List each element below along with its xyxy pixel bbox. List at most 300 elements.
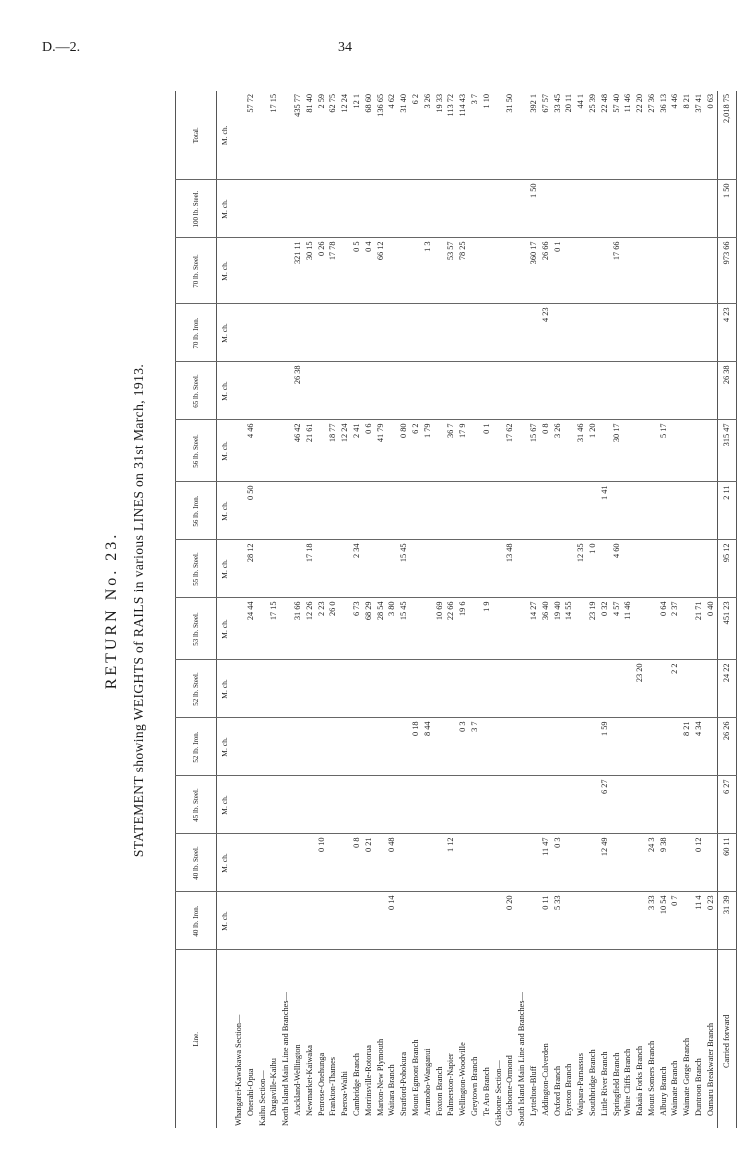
value-cell: 24 44 [245,598,257,660]
value-cell: 973 66 [717,238,736,304]
value-cell: 24 22 [717,660,736,718]
value-cell [280,362,292,420]
value-cell [363,776,375,834]
value-cell [611,834,623,892]
value-cell [540,540,552,598]
value-cell [339,238,351,304]
value-cell [316,540,328,598]
value-cell: 435 77 [292,91,304,180]
value-cell [363,482,375,540]
value-cell [646,540,658,598]
value-cell [410,834,422,892]
value-cell [469,420,481,482]
value-cell [445,180,457,238]
value-cell [339,776,351,834]
value-cell [339,834,351,892]
value-cell [528,482,540,540]
value-cell [363,362,375,420]
value-cell: 114 43 [457,91,469,180]
value-cell: 0 64 [658,598,670,660]
value-cell: 0 48 [386,834,398,892]
value-cell [681,540,693,598]
value-cell: 1 50 [717,180,736,238]
value-cell [611,892,623,950]
value-cell: 0 14 [386,892,398,950]
title-block [95,93,165,1128]
value-cell [622,776,634,834]
value-cell [469,776,481,834]
value-cell [599,420,611,482]
value-cell: 1 12 [445,834,457,892]
value-cell [434,718,446,776]
value-cell [457,180,469,238]
line-name-cell: Morrinsville-Rotorua [363,1045,373,1116]
value-cell [304,834,316,892]
value-cell [563,304,575,362]
value-cell [257,180,269,238]
value-cell: 17 62 [504,420,516,482]
value-cell: 26 26 [717,718,736,776]
value-cell [280,598,292,660]
value-cell [316,362,328,420]
value-cell [669,718,681,776]
value-cell: 392 1 [528,91,540,180]
value-cell [669,420,681,482]
value-cell [351,180,363,238]
value-cell [339,718,351,776]
value-cell [292,660,304,718]
value-cell [587,238,599,304]
value-cell [646,180,658,238]
value-cell [516,91,528,180]
value-cell: 2 23 [316,598,328,660]
value-cell: 17 15 [268,91,280,180]
value-cell [587,892,599,950]
value-cell [575,776,587,834]
value-cell [481,540,493,598]
value-cell: 0 23 [705,892,717,950]
line-name-cell: South Island Main Line and Branches— [517,992,527,1126]
table-row [575,91,587,1128]
value-cell [292,540,304,598]
carried-forward-row [717,91,736,1128]
value-cell: 2,018 75 [717,91,736,180]
value-cell [422,892,434,950]
value-cell [398,180,410,238]
value-cell [516,238,528,304]
value-cell [410,304,422,362]
value-cell [434,482,446,540]
value-cell [327,362,339,420]
table-row [351,91,363,1128]
value-cell [351,660,363,718]
value-cell: 60 11 [717,834,736,892]
value-cell [445,362,457,420]
line-name-cell: Kaihu Section— [257,1070,267,1126]
value-cell [257,540,269,598]
value-cell [434,834,446,892]
value-cell [457,834,469,892]
value-cell: 62 75 [327,91,339,180]
value-cell [457,482,469,540]
value-cell [646,660,658,718]
value-cell [681,180,693,238]
value-cell [304,718,316,776]
value-cell [646,238,658,304]
value-cell [622,540,634,598]
value-cell: 2 2 [669,660,681,718]
value-cell: 14 27 [528,598,540,660]
value-cell: 6 2 [410,91,422,180]
value-cell [268,420,280,482]
value-cell [257,718,269,776]
table-row [316,91,328,1128]
value-cell [575,180,587,238]
value-cell [575,238,587,304]
value-cell: 12 24 [339,91,351,180]
value-cell [516,362,528,420]
value-cell: 0 4 [363,238,375,304]
table-row [646,91,658,1128]
value-cell [646,718,658,776]
value-cell [280,776,292,834]
value-cell [681,304,693,362]
value-cell [280,718,292,776]
value-cell [611,362,623,420]
line-name-cell: Penrose-Onehunga [316,1052,326,1116]
value-cell [693,420,705,482]
value-cell [327,660,339,718]
value-cell: 1 20 [587,420,599,482]
value-cell [705,482,717,540]
value-cell: 46 42 [292,420,304,482]
value-cell [304,304,316,362]
value-cell: 12 1 [351,91,363,180]
value-cell: 12 24 [339,420,351,482]
value-cell [634,180,646,238]
value-cell [552,482,564,540]
value-cell [457,892,469,950]
value-cell [457,304,469,362]
value-cell [245,892,257,950]
value-cell [339,598,351,660]
value-cell [681,238,693,304]
value-cell [280,304,292,362]
line-name-cell: Marton-New Plymouth [375,1038,385,1116]
value-cell: 451 23 [717,598,736,660]
line-name-cell: Duntroon Branch [694,1058,704,1116]
value-cell: 6 2 [410,420,422,482]
value-cell: 17 66 [611,238,623,304]
value-cell [658,660,670,718]
value-cell [469,540,481,598]
table-row [375,91,387,1128]
value-cell: 8 21 [681,718,693,776]
value-cell [351,482,363,540]
unit-cell: M. ch. [217,598,234,660]
value-cell [705,540,717,598]
value-cell [233,776,245,834]
value-cell [398,776,410,834]
line-name-cell: Gisborne Section— [493,1060,503,1126]
value-cell [410,238,422,304]
value-cell [693,180,705,238]
value-cell: 6 27 [599,776,611,834]
section-row [516,91,528,1128]
value-cell: 4 23 [540,304,552,362]
line-name-cell: Waimate Gorge Branch [682,1038,692,1116]
value-cell [705,238,717,304]
value-cell: 11 46 [622,91,634,180]
value-cell: 4 62 [386,91,398,180]
line-name-cell: Springfield Branch [611,1052,621,1116]
value-cell [257,420,269,482]
value-cell: 0 32 [599,598,611,660]
value-cell: 30 15 [304,238,316,304]
line-name-cell: Whangarei-Kawakawa Section— [234,1014,243,1126]
value-cell: 113 72 [445,91,457,180]
value-cell: 0 3 [552,834,564,892]
value-cell [233,304,245,362]
value-cell [669,540,681,598]
column-header: 56 lb. Iron. [176,482,217,540]
value-cell: 4 60 [611,540,623,598]
line-name-cell: Addington-Culverden [540,1043,550,1116]
value-cell [268,892,280,950]
value-cell [280,660,292,718]
value-cell [587,718,599,776]
value-cell [493,180,505,238]
value-cell: 1 79 [422,420,434,482]
value-cell [552,540,564,598]
value-cell: 11 46 [622,598,634,660]
value-cell [634,598,646,660]
value-cell [587,304,599,362]
value-cell [516,660,528,718]
value-cell: 4 34 [693,718,705,776]
value-cell [327,482,339,540]
unit-cell: M. ch. [217,238,234,304]
value-cell [233,834,245,892]
value-cell [493,892,505,950]
table-row [292,91,304,1128]
value-cell [646,776,658,834]
value-cell [375,304,387,362]
value-cell: 321 11 [292,238,304,304]
value-cell [233,420,245,482]
value-cell [434,180,446,238]
unit-cell: M. ch. [217,180,234,238]
value-cell [434,776,446,834]
value-cell: 0 5 [351,238,363,304]
value-cell [233,238,245,304]
line-name-cell: Waipara-Parnassus [576,1053,586,1116]
value-cell: 19 33 [434,91,446,180]
value-cell [599,238,611,304]
section-row [493,91,505,1128]
value-cell [563,420,575,482]
value-cell: 67 57 [540,91,552,180]
value-cell: 4 46 [669,91,681,180]
value-cell [493,420,505,482]
value-cell [469,482,481,540]
value-cell [469,238,481,304]
value-cell [705,834,717,892]
value-cell [292,180,304,238]
value-cell: 0 12 [693,834,705,892]
value-cell: 78 25 [457,238,469,304]
unit-cell: M. ch. [217,660,234,718]
value-cell: 20 11 [563,91,575,180]
value-cell [233,482,245,540]
value-cell [233,892,245,950]
value-cell [457,660,469,718]
column-header: 65 lb. Steel. [176,362,217,420]
value-cell [304,660,316,718]
value-cell [493,482,505,540]
value-cell: 36 40 [540,598,552,660]
value-cell [410,482,422,540]
value-cell: 12 49 [599,834,611,892]
value-cell: 0 3 [457,718,469,776]
line-name-cell: North Island Main Line and Branches— [281,992,291,1126]
value-cell [705,776,717,834]
value-cell: 5 33 [552,892,564,950]
value-cell [398,482,410,540]
value-cell [434,892,446,950]
value-cell [658,304,670,362]
value-cell [669,776,681,834]
value-cell: 31 46 [575,420,587,482]
value-cell [398,238,410,304]
value-cell [504,180,516,238]
value-cell [280,91,292,180]
table-row [304,91,316,1128]
value-cell [268,718,280,776]
value-cell [528,892,540,950]
value-cell [599,540,611,598]
value-cell [481,362,493,420]
value-cell [233,598,245,660]
value-cell [540,776,552,834]
value-cell [445,482,457,540]
value-cell [669,834,681,892]
value-cell [611,180,623,238]
value-cell: 95 12 [717,540,736,598]
value-cell [552,180,564,238]
value-cell: 3 7 [469,718,481,776]
value-cell: 11 47 [540,834,552,892]
line-name-cell: Oamaru Breakwater Branch [705,1022,715,1116]
value-cell [481,834,493,892]
value-cell [268,540,280,598]
value-cell: 81 40 [304,91,316,180]
value-cell [552,718,564,776]
value-cell [493,540,505,598]
value-cell [599,892,611,950]
value-cell: 12 35 [575,540,587,598]
value-cell [386,660,398,718]
value-cell [634,776,646,834]
value-cell: 53 57 [445,238,457,304]
value-cell: 4 23 [717,304,736,362]
value-cell [469,834,481,892]
value-cell: 1 3 [422,238,434,304]
value-cell [528,660,540,718]
value-cell [563,776,575,834]
value-cell [481,180,493,238]
value-cell [245,238,257,304]
value-cell: 8 21 [681,91,693,180]
value-cell [575,362,587,420]
line-name-cell: White Cliffs Branch [623,1048,633,1116]
value-cell [316,420,328,482]
value-cell [552,304,564,362]
value-cell [445,540,457,598]
value-cell [386,180,398,238]
value-cell [669,362,681,420]
value-cell: 21 71 [693,598,705,660]
statement-title: STATEMENT showing WEIGHTS of RAILS in various LINES on 31st March, 1913. [131,363,146,858]
table-row [611,91,623,1128]
value-cell [622,180,634,238]
value-cell [457,776,469,834]
table-row [363,91,375,1128]
value-cell [410,776,422,834]
value-cell [316,892,328,950]
value-cell [445,718,457,776]
value-cell: 315 47 [717,420,736,482]
value-cell: 4 46 [245,420,257,482]
value-cell [422,834,434,892]
value-cell [658,540,670,598]
value-cell [386,776,398,834]
value-cell: 17 9 [457,420,469,482]
value-cell [469,598,481,660]
value-cell: 0 20 [504,892,516,950]
document-reference: D.—2. [42,40,81,55]
value-cell [339,540,351,598]
column-header: 52 lb. Iron. [176,718,217,776]
value-cell [469,892,481,950]
value-cell [257,776,269,834]
value-cell [563,718,575,776]
column-header: 70 lb. Iron. [176,304,217,362]
section-row [233,91,245,1128]
unit-cell: M. ch. [217,718,234,776]
value-cell [528,718,540,776]
value-cell: 31 66 [292,598,304,660]
line-name-cell: Cambridge Branch [351,1053,361,1116]
value-cell [693,238,705,304]
value-cell: 22 20 [634,91,646,180]
table-row [705,91,717,1128]
value-cell [233,660,245,718]
value-cell [658,362,670,420]
value-cell [552,776,564,834]
value-cell [245,660,257,718]
value-cell [351,892,363,950]
value-cell [375,834,387,892]
value-cell [504,304,516,362]
value-cell [363,304,375,362]
value-cell: 0 8 [351,834,363,892]
value-cell [469,180,481,238]
value-cell [611,660,623,718]
value-cell [363,718,375,776]
value-cell [705,180,717,238]
value-cell: 1 10 [481,91,493,180]
